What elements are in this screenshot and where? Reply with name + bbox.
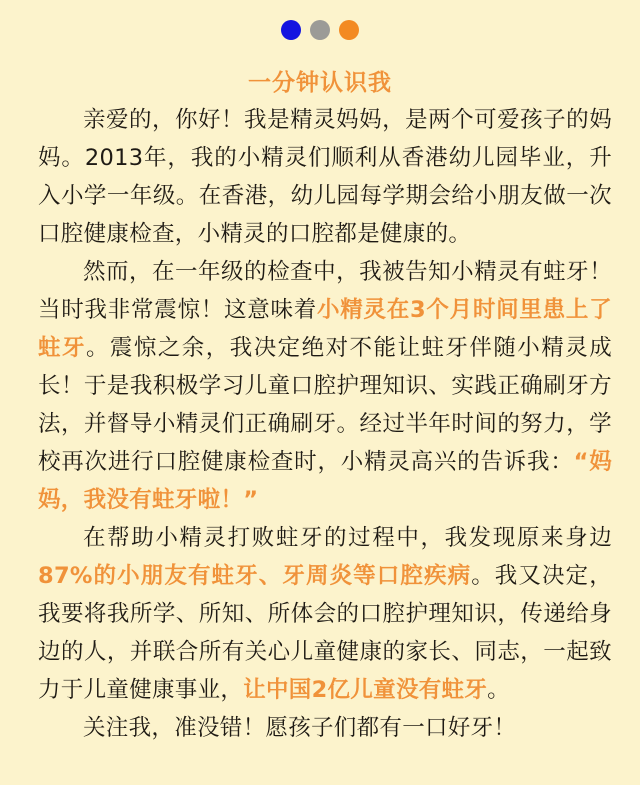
highlight-no-cavity-quote: “妈妈，我没有蛀牙啦！”	[38, 449, 613, 513]
paragraph-discovery	[38, 253, 612, 519]
discovery-text-continued: 。震惊之余，我决定绝对不能让蛀牙伴随小精灵成长！于是我积极学习儿童口腔护理知识、实践正确刷牙方法，并督导小精灵们正确刷牙。经过半年时间的努力，学校再次进行口腔健康检查时，小精灵高兴的告诉我：	[38, 335, 612, 475]
mission-text: 在帮助小精灵打败蛀牙的过程中，我发现原来身边	[83, 525, 612, 551]
page-title: 一分钟认识我	[248, 70, 392, 96]
article-body	[38, 101, 612, 747]
mission-text-end: 。	[487, 677, 510, 703]
gray-dot	[310, 20, 330, 40]
highlight-87-percent: 87%的小朋友有蛀牙、牙周炎等口腔疾病	[38, 563, 472, 589]
blue-dot	[281, 20, 301, 40]
mission-text-continued: 。我又决定，我要将我所学、所知、所体会的口腔护理知识，传递给身边的人，并联合所有关心儿童健康的家长、同志，一起致力于儿童健康事业，	[38, 563, 612, 703]
decorative-dots	[0, 20, 640, 40]
paragraph-mission	[38, 519, 612, 709]
highlight-cavity-3-months: 小精灵在3个月时间里患上了蛀牙	[38, 297, 612, 361]
intro-text: 亲爱的，你好！我是精灵妈妈，是两个可爱孩子的妈妈。2013年，我的小精灵们顺利从香港幼儿园毕业，升入小学一年级。在香港，幼儿园每学期会给小朋友做一次口腔健康检查，小精灵的口腔都是健康的。	[38, 107, 612, 247]
paragraph-closing	[38, 709, 612, 747]
closing-text: 关注我，准没错！愿孩子们都有一口好牙！	[83, 715, 517, 741]
paragraph-intro	[38, 101, 612, 253]
highlight-200-million-children: 让中国2亿儿童没有蛀牙	[243, 677, 488, 703]
orange-dot	[339, 20, 359, 40]
discovery-text: 然而，在一年级的检查中，我被告知小精灵有蛀牙！当时我非常震惊！这意味着	[38, 259, 612, 323]
